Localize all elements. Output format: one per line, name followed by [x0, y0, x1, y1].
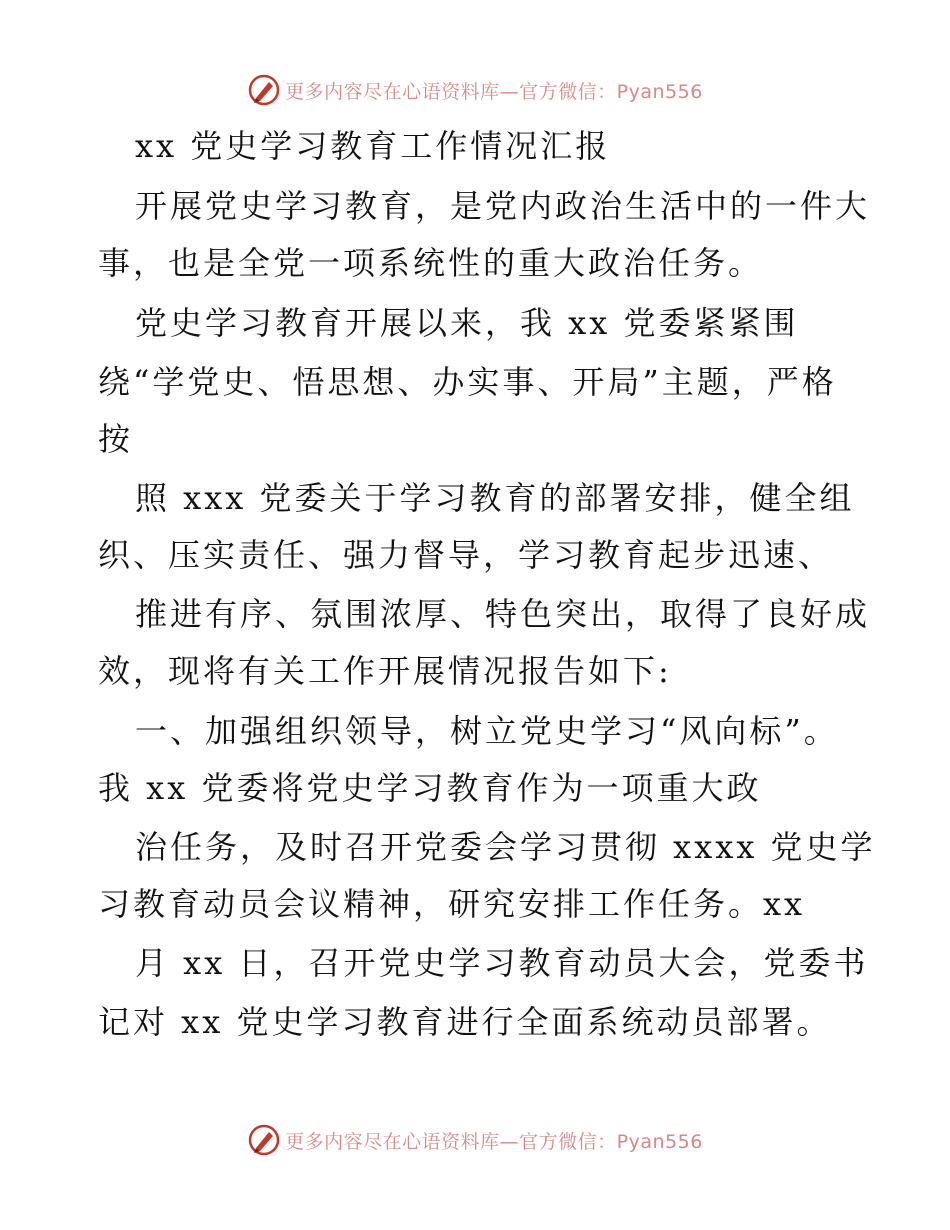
text-line: 绕“学党史、悟思想、办实事、开局”主题，严格 — [98, 363, 837, 401]
pen-logo-icon — [247, 1123, 281, 1157]
text-line: 开展党史学习教育，是党内政治生活中的一件大 — [135, 187, 871, 225]
footer-banner-text: 更多内容尽在心语资料库—官方微信：Pyan556 — [285, 1130, 703, 1153]
header-banner-text: 更多内容尽在心语资料库—官方微信：Pyan556 — [285, 80, 703, 103]
footer-banner — [0, 1120, 950, 1160]
section-heading: 一、加强组织领导，树立党史学习“风向标”。 — [135, 712, 839, 750]
header-banner — [0, 70, 950, 110]
text-line: 治任务，及时召开党委会学习贯彻 xxxx 党史学 — [135, 828, 876, 866]
text-line: 事，也是全党一项系统性的重大政治任务。 — [98, 244, 764, 282]
text-line: 推进有序、氛围浓厚、特色突出，取得了良好成 — [135, 595, 871, 633]
text-line: 照 xxx 党委关于学习教育的部署安排，健全组 — [135, 479, 855, 517]
text-line: 习教育动员会议精神，研究安排工作任务。xx — [98, 885, 806, 923]
text-line: 记对 xx 党史学习教育进行全面系统动员部署。 — [98, 1003, 832, 1041]
document-title: xx 党史学习教育工作情况汇报 — [135, 127, 611, 165]
text-line: 织、压实责任、强力督导，学习教育起步迅速、 — [98, 536, 834, 574]
text-line: 按 — [98, 420, 134, 458]
pen-logo-icon — [247, 73, 281, 107]
text-line: 党史学习教育开展以来，我 xx 党委紧紧围 — [135, 304, 799, 342]
text-line: 我 xx 党委将党史学习教育作为一项重大政 — [98, 769, 762, 807]
text-line: 月 xx 日，召开党史学习教育动员大会，党委书 — [135, 944, 869, 982]
text-line: 效，现将有关工作开展情况报告如下: — [98, 652, 672, 690]
